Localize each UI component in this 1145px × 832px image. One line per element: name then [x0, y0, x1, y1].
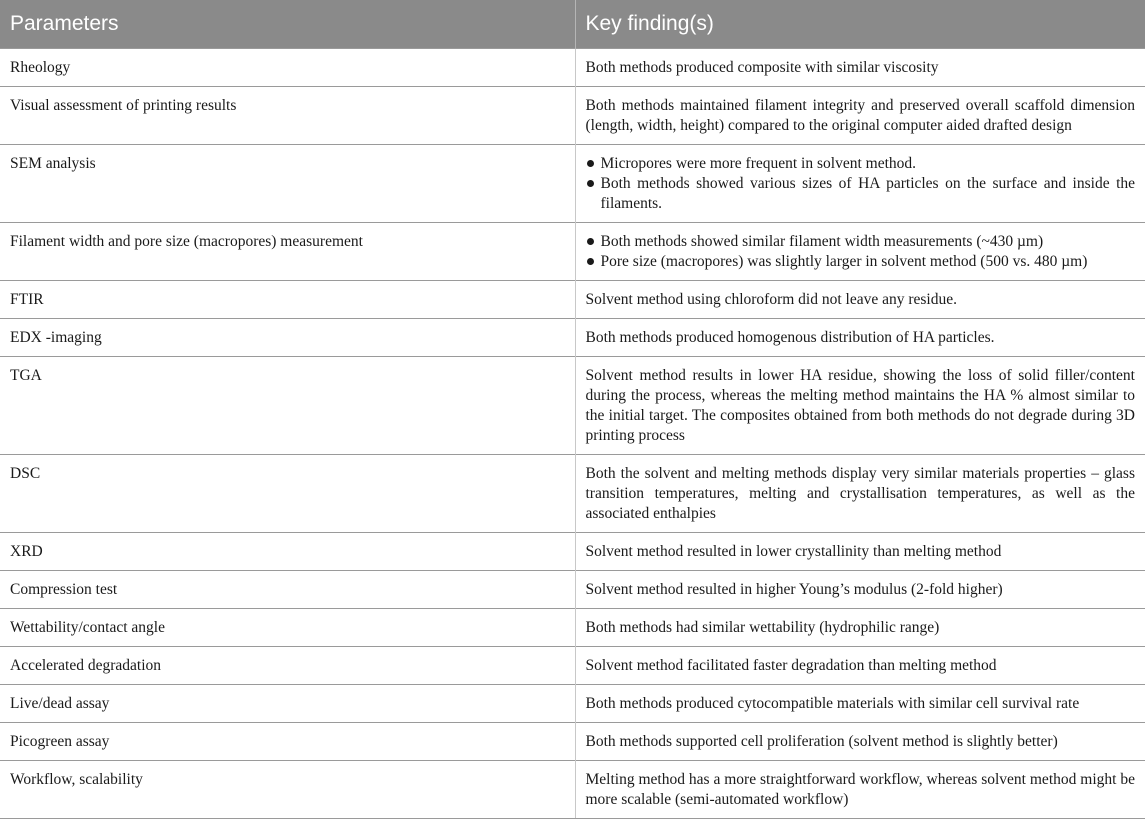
- table-row: [0, 723, 1145, 761]
- parameter-cell: Filament width and pore size (macropores) measurement: [0, 223, 575, 281]
- table-row: [0, 761, 1145, 819]
- finding-cell: Both methods maintained filament integrity and preserved overall scaffold dimension (length, width, height) compared to the original computer aided drafted design: [575, 87, 1145, 145]
- table-row: [0, 357, 1145, 455]
- finding-cell: Solvent method resulted in higher Young’s modulus (2-fold higher): [575, 571, 1145, 609]
- table-row: [0, 319, 1145, 357]
- table-row: [0, 685, 1145, 723]
- finding-cell: Both methods produced homogenous distribution of HA particles.: [575, 319, 1145, 357]
- parameter-cell: EDX -imaging: [0, 319, 575, 357]
- table-row: [0, 647, 1145, 685]
- finding-cell: Melting method has a more straightforward workflow, whereas solvent method might be more scalable (semi-automated workflow): [575, 761, 1145, 819]
- parameter-cell: Wettability/contact angle: [0, 609, 575, 647]
- finding-cell: [575, 145, 1145, 223]
- parameter-cell: Workflow, scalability: [0, 761, 575, 819]
- finding-bullet-item: Both methods showed various sizes of HA particles on the surface and inside the filaments.: [586, 174, 1136, 214]
- parameter-cell: FTIR: [0, 281, 575, 319]
- finding-cell: Solvent method resulted in lower crystallinity than melting method: [575, 533, 1145, 571]
- parameter-cell: XRD: [0, 533, 575, 571]
- table-row: [0, 223, 1145, 281]
- table-body: [0, 49, 1145, 819]
- finding-cell: Both methods had similar wettability (hydrophilic range): [575, 609, 1145, 647]
- findings-bullet-list: [586, 154, 1136, 214]
- parameter-cell: Live/dead assay: [0, 685, 575, 723]
- table-row: [0, 609, 1145, 647]
- parameter-cell: Rheology: [0, 49, 575, 87]
- table-row: [0, 281, 1145, 319]
- table-row: [0, 571, 1145, 609]
- finding-cell: Both methods supported cell proliferation (solvent method is slightly better): [575, 723, 1145, 761]
- finding-cell: Both methods produced composite with similar viscosity: [575, 49, 1145, 87]
- parameter-cell: SEM analysis: [0, 145, 575, 223]
- table-row: [0, 49, 1145, 87]
- finding-cell: [575, 223, 1145, 281]
- finding-cell: Both the solvent and melting methods display very similar materials properties – glass transition temperatures, melting and crystallisation temperatures, as well as the associated enthalpies: [575, 455, 1145, 533]
- table-row: [0, 87, 1145, 145]
- header-key-findings: Key finding(s): [575, 0, 1145, 49]
- finding-bullet-item: Both methods showed similar filament width measurements (~430 µm): [586, 232, 1136, 252]
- findings-bullet-list: [586, 232, 1136, 272]
- parameter-cell: DSC: [0, 455, 575, 533]
- parameter-cell: Accelerated degradation: [0, 647, 575, 685]
- finding-cell: Solvent method using chloroform did not leave any residue.: [575, 281, 1145, 319]
- parameter-cell: TGA: [0, 357, 575, 455]
- finding-cell: Both methods produced cytocompatible materials with similar cell survival rate: [575, 685, 1145, 723]
- finding-bullet-item: Pore size (macropores) was slightly larger in solvent method (500 vs. 480 µm): [586, 252, 1136, 272]
- parameter-cell: Picogreen assay: [0, 723, 575, 761]
- table-row: [0, 533, 1145, 571]
- header-parameters: Parameters: [0, 0, 575, 49]
- table-row: [0, 455, 1145, 533]
- parameter-cell: Compression test: [0, 571, 575, 609]
- parameter-cell: Visual assessment of printing results: [0, 87, 575, 145]
- header-row: [0, 0, 1145, 49]
- table-row: [0, 145, 1145, 223]
- finding-cell: Solvent method facilitated faster degradation than melting method: [575, 647, 1145, 685]
- finding-bullet-item: Micropores were more frequent in solvent method.: [586, 154, 1136, 174]
- finding-cell: Solvent method results in lower HA residue, showing the loss of solid filler/content during the process, whereas the melting method maintains the HA % almost similar to the initial target. The composites obtained from both methods do not degrade during 3D printing process: [575, 357, 1145, 455]
